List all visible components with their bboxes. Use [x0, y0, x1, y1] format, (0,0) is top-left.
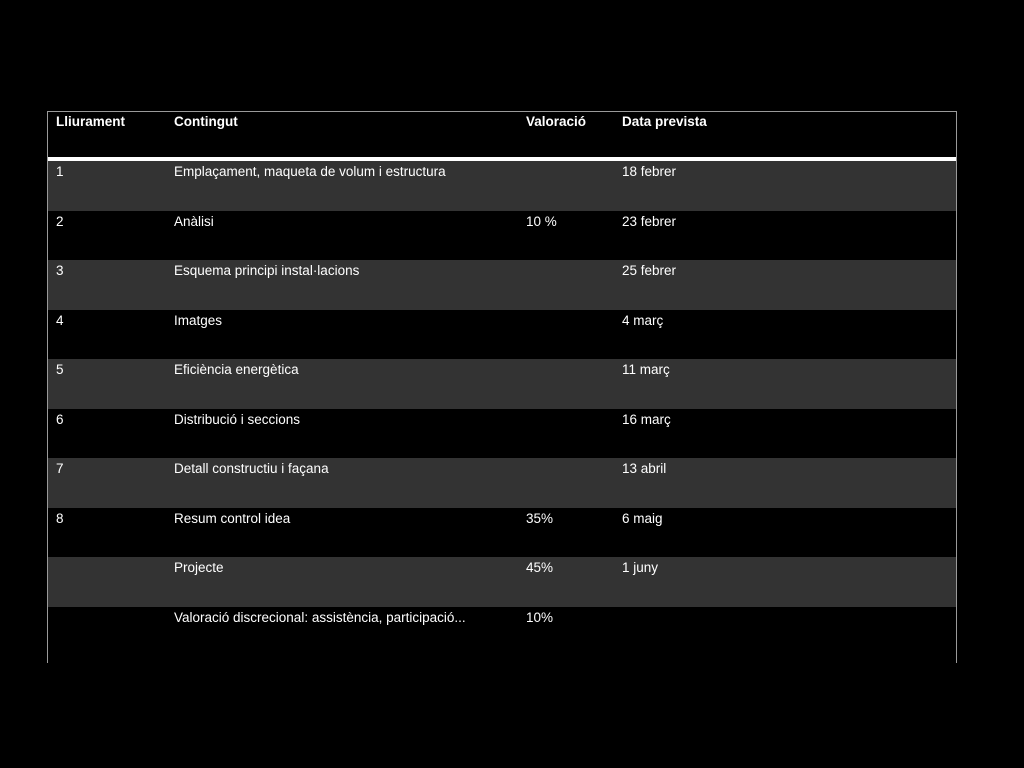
- cell-contingut: Eficiència energètica: [174, 362, 299, 377]
- cell-lliurament: 8: [56, 510, 64, 526]
- cell-contingut: Imatges: [174, 312, 223, 328]
- header-valoracio: Valoració: [526, 114, 587, 129]
- cell-contingut: Detall constructiu i façana: [174, 461, 329, 476]
- cell-contingut: Projecte: [174, 560, 224, 575]
- cell-data-prevista: 1 juny: [622, 560, 659, 575]
- cell-data-prevista: 25 febrer: [622, 263, 677, 278]
- cell-valoracio: 35%: [526, 510, 554, 526]
- cell-lliurament: 4: [56, 312, 64, 328]
- cell-lliurament: 3: [56, 263, 64, 278]
- table-row: [48, 607, 956, 665]
- cell-contingut: Resum control idea: [174, 510, 291, 526]
- header-data-prevista: Data prevista: [622, 114, 707, 129]
- cell-lliurament: 6: [56, 411, 64, 427]
- cell-valoracio: 10%: [526, 609, 554, 625]
- cell-contingut: Esquema principi instal·lacions: [174, 263, 360, 278]
- deliverables-table: [47, 111, 957, 663]
- cell-lliurament: 1: [56, 164, 64, 179]
- table-row: [48, 409, 956, 459]
- cell-data-prevista: 16 març: [622, 411, 671, 427]
- header-lliurament: Lliurament: [56, 114, 126, 129]
- table-row: [48, 359, 956, 409]
- cell-data-prevista: 4 març: [622, 312, 664, 328]
- table-row: [48, 508, 956, 558]
- cell-data-prevista: 13 abril: [622, 461, 667, 476]
- cell-contingut: Emplaçament, maqueta de volum i estructura: [174, 164, 446, 179]
- cell-data-prevista: 6 maig: [622, 510, 663, 526]
- table-row: [48, 260, 956, 310]
- cell-lliurament: 2: [56, 213, 64, 229]
- cell-valoracio: 10 %: [526, 213, 557, 229]
- table-row: [48, 161, 956, 211]
- cell-valoracio: 45%: [526, 560, 554, 575]
- cell-data-prevista: 18 febrer: [622, 164, 677, 179]
- cell-data-prevista: 23 febrer: [622, 213, 677, 229]
- cell-lliurament: 5: [56, 362, 64, 377]
- cell-lliurament: 7: [56, 461, 64, 476]
- header-contingut: Contingut: [174, 114, 238, 129]
- table-row: [48, 458, 956, 508]
- cell-contingut: Distribució i seccions: [174, 411, 301, 427]
- table-row: [48, 557, 956, 607]
- table-row: [48, 211, 956, 261]
- cell-data-prevista: 11 març: [622, 362, 670, 377]
- cell-contingut: Anàlisi: [174, 213, 214, 229]
- table-header-row: [48, 112, 956, 157]
- table-row: [48, 310, 956, 360]
- cell-contingut: Valoració discrecional: assistència, participació...: [174, 609, 466, 625]
